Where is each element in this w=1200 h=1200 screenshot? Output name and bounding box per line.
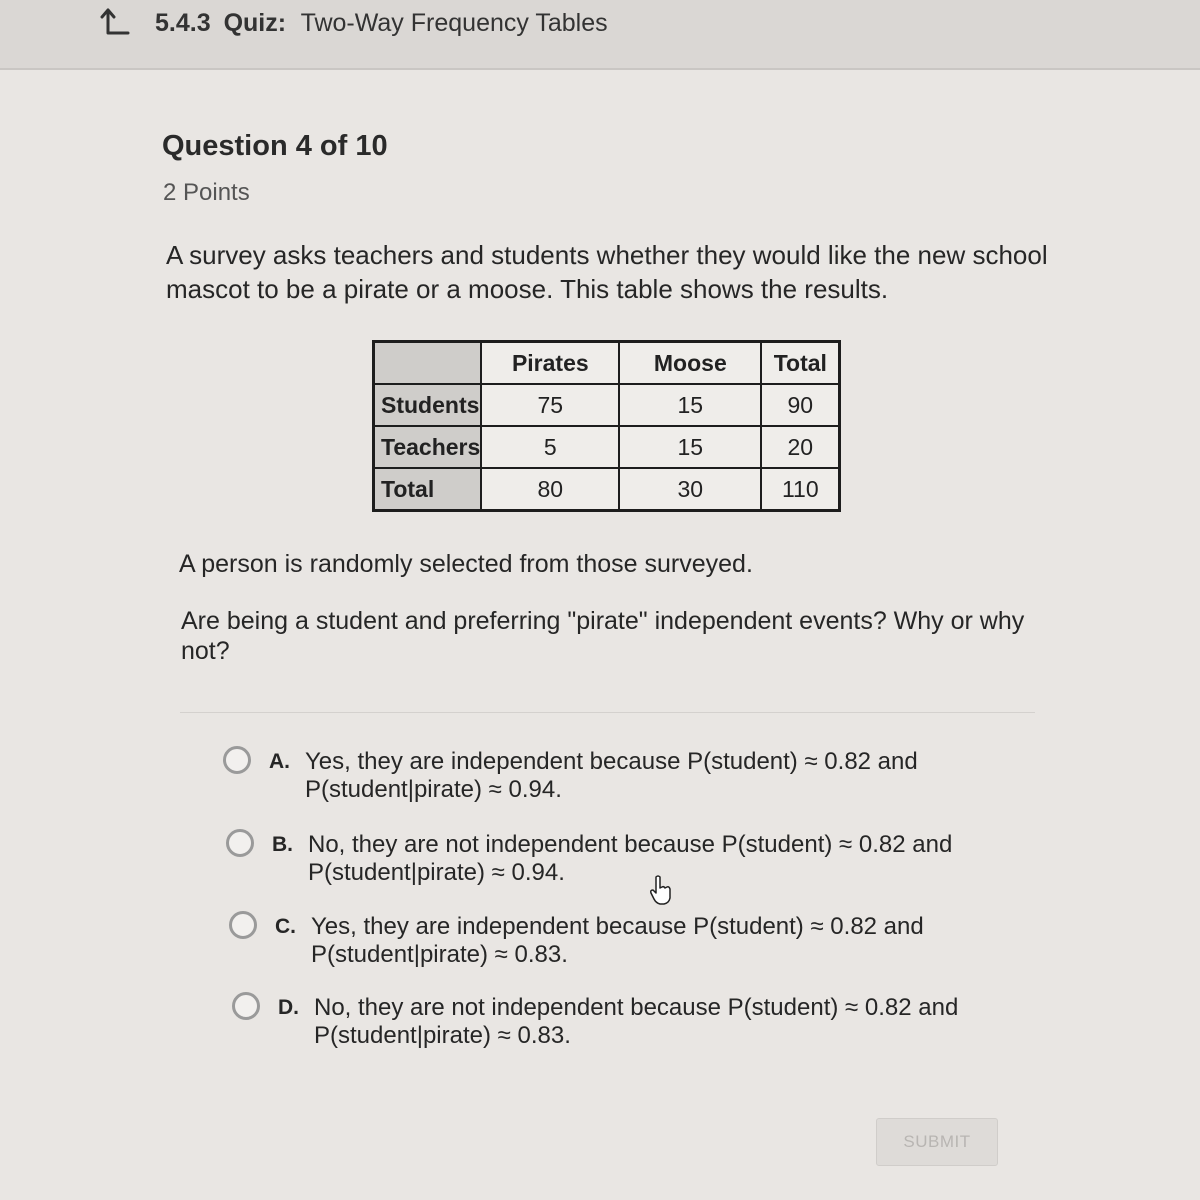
- table-row: [374, 426, 840, 468]
- back-arrow-icon[interactable]: [98, 6, 132, 40]
- table-header-row: [374, 342, 840, 385]
- option-text: P(student|pirate) ≈ 0.83.: [314, 1022, 571, 1049]
- radio-button[interactable]: [226, 829, 254, 857]
- question-ask: Are being a student and preferring "pirate" independent events? Why or why not?: [181, 607, 1025, 665]
- table-cell: 80: [481, 468, 619, 511]
- row-header-students: Students: [374, 384, 482, 426]
- table-cell: 110: [761, 468, 840, 511]
- quiz-number: 5.4.3: [155, 9, 211, 37]
- table-cell: 15: [619, 426, 761, 468]
- question-points: 2 Points: [163, 179, 250, 206]
- column-header-total: Total: [761, 342, 840, 385]
- table-cell: 30: [619, 468, 761, 511]
- quiz-title: [155, 6, 608, 40]
- option-letter: D.: [278, 996, 299, 1019]
- option-text: Yes, they are independent because P(student) ≈ 0.82 and: [311, 913, 924, 940]
- option-letter: C.: [275, 915, 296, 938]
- radio-button[interactable]: [229, 911, 257, 939]
- row-header-total: Total: [374, 468, 482, 511]
- answer-option-b[interactable]: [272, 831, 998, 887]
- quiz-kind: Quiz:: [223, 9, 287, 37]
- answer-option-d[interactable]: [278, 994, 1004, 1050]
- submit-button[interactable]: SUBMIT: [876, 1118, 998, 1166]
- table-row: [374, 384, 840, 426]
- table-corner-cell: [374, 342, 482, 385]
- table-cell: 75: [481, 384, 619, 426]
- option-letter: A.: [269, 750, 290, 773]
- divider: [180, 712, 1035, 713]
- table-cell: 15: [619, 384, 761, 426]
- table-cell: 20: [761, 426, 840, 468]
- table-row: [374, 468, 840, 511]
- top-bar: [0, 0, 1200, 70]
- radio-button[interactable]: [223, 746, 251, 774]
- option-text: P(student|pirate) ≈ 0.83.: [311, 941, 568, 968]
- question-heading: Question 4 of 10: [162, 130, 388, 162]
- option-text: P(student|pirate) ≈ 0.94.: [305, 776, 562, 803]
- row-header-teachers: Teachers: [374, 426, 482, 468]
- radio-button[interactable]: [232, 992, 260, 1020]
- frequency-table: [372, 340, 841, 512]
- option-text: No, they are not independent because P(student) ≈ 0.82 and: [308, 831, 953, 858]
- option-text: No, they are not independent because P(student) ≈ 0.82 and: [314, 994, 959, 1021]
- question-followup: A person is randomly selected from those surveyed.: [179, 550, 753, 578]
- answer-option-a[interactable]: [269, 748, 995, 804]
- quiz-name: Two-Way Frequency Tables: [300, 9, 608, 37]
- answer-option-c[interactable]: [275, 913, 1001, 969]
- question-prompt: A survey asks teachers and students whether they would like the new school mascot to be a pirate or a moose. This table shows the results.: [166, 240, 1048, 304]
- table-cell: 5: [481, 426, 619, 468]
- option-text: Yes, they are independent because P(student) ≈ 0.82 and: [305, 748, 918, 775]
- column-header-pirates: Pirates: [481, 342, 619, 385]
- table-cell: 90: [761, 384, 840, 426]
- option-text: P(student|pirate) ≈ 0.94.: [308, 859, 565, 886]
- option-letter: B.: [272, 833, 293, 856]
- hand-pointer-icon: [648, 874, 674, 906]
- column-header-moose: Moose: [619, 342, 761, 385]
